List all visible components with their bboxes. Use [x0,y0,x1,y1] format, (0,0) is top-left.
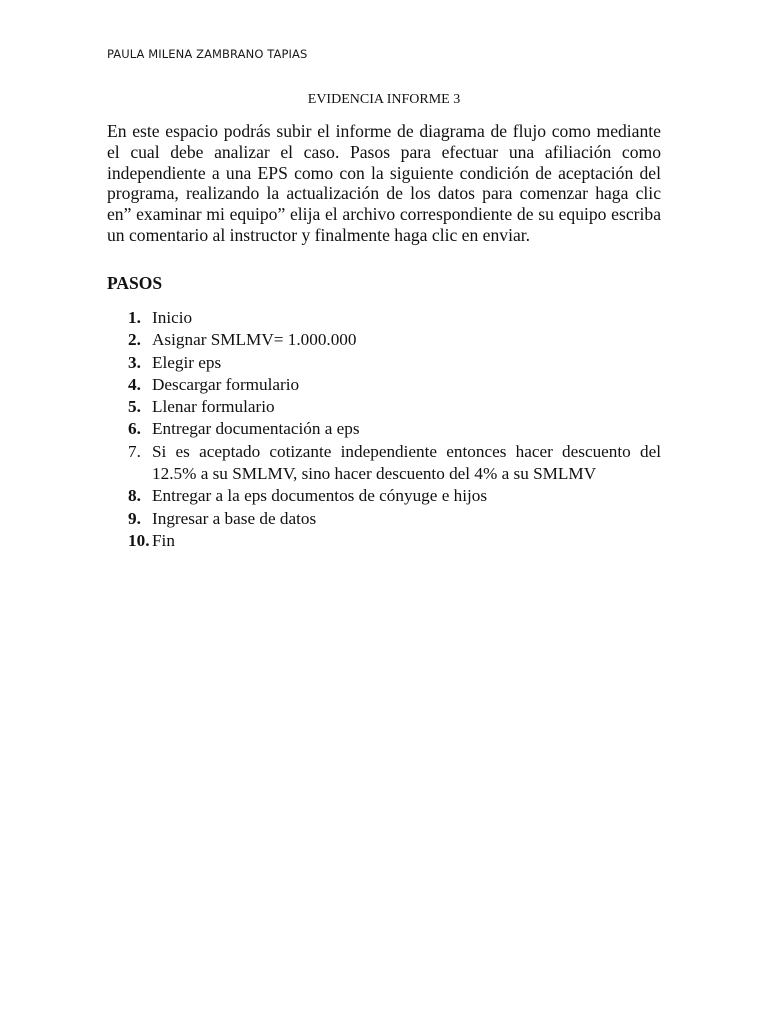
step-text: Entregar a la eps documentos de cónyuge e hijos [152,486,488,506]
step-text: Entregar documentación a eps [152,419,360,439]
step-number: 5. [128,397,141,417]
step-item [107,485,661,507]
step-text: Inicio [152,308,193,327]
step-item [107,396,661,418]
step-number: 7. [128,441,141,461]
step-text: Elegir eps [152,352,222,372]
step-item [107,441,661,486]
step-item [107,352,661,374]
step-text: Descargar formulario [152,374,300,394]
step-item [107,418,661,440]
step-number: 1. [128,308,141,327]
step-number: 8. [128,486,141,506]
step-text: Asignar SMLMV= 1.000.000 [152,330,357,350]
step-number: 6. [128,419,141,439]
step-text: Ingresar a base de datos [152,508,317,528]
intro-paragraph: En este espacio podrás subir el informe de diagrama de flujo como mediante el cual debe analizar el caso. Pasos para efectuar una afiliación como independiente a una EPS como con la siguiente condición de aceptación del programa, realizando la actualización de los datos para comenzar haga clic en” examinar mi equipo” elija el archivo correspondiente de su equipo escriba un comentario al instructor y finalmente haga clic en enviar. [107,121,661,245]
document-title [0,92,768,108]
step-number: 3. [128,352,141,372]
step-number: 4. [128,374,141,394]
steps-list [107,307,661,552]
document-title-text: EVIDENCIA INFORME 3 [307,92,461,107]
step-text: Si es aceptado cotizante independiente entonces hacer descuento del 12.5% a su SMLMV, sino hacer descuento del 4% a su SMLMV [152,441,661,484]
step-item [107,508,661,530]
step-item [107,530,661,552]
step-number: 10. [128,530,150,550]
steps-heading: PASOS [107,273,163,293]
step-text: Fin [152,530,175,550]
step-item [107,329,661,351]
author-name: PAULA MILENA ZAMBRANO TAPIAS [107,47,308,61]
step-text: Llenar formulario [152,397,275,417]
step-item [107,374,661,396]
step-number: 9. [128,508,141,528]
step-item [107,307,661,329]
step-number: 2. [128,330,141,350]
